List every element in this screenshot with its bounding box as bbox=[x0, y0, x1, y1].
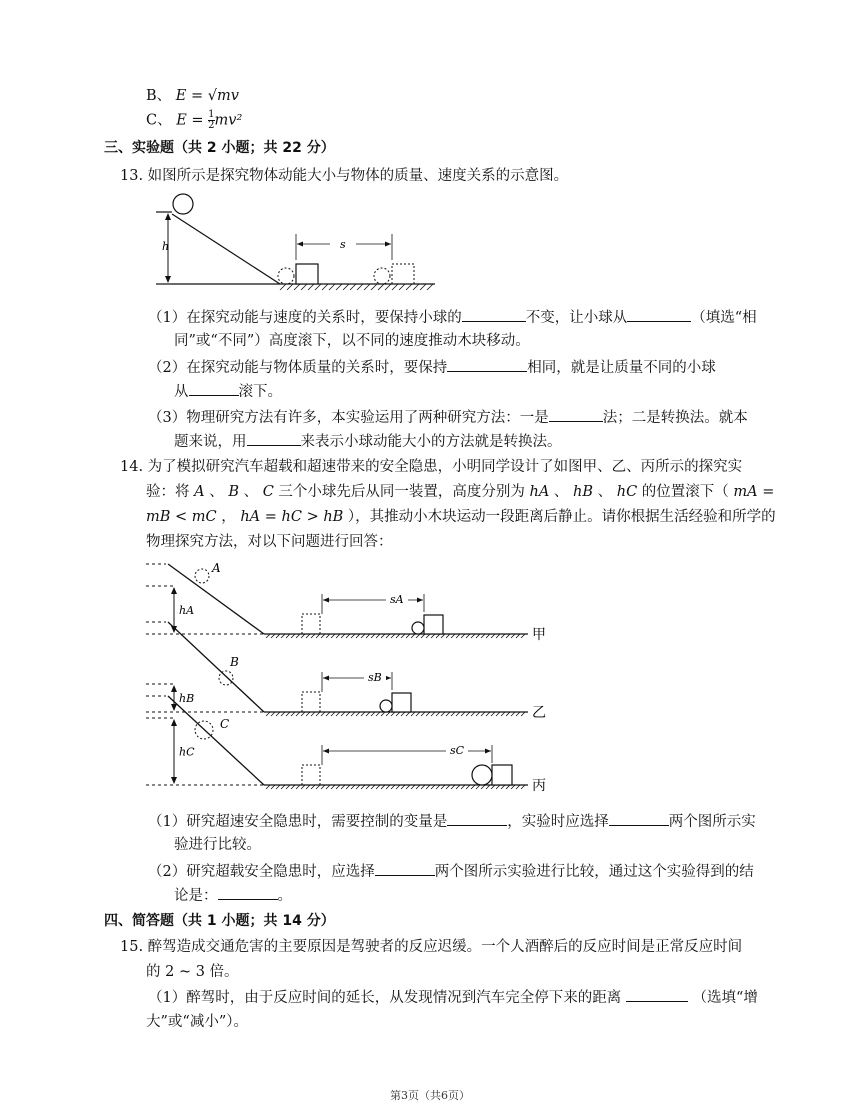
q14-p2-text-c: 论是： bbox=[174, 888, 218, 904]
q14-sep: 、 bbox=[593, 484, 617, 500]
q14-part1-line1 bbox=[148, 811, 756, 832]
distance-label-c: sC bbox=[450, 744, 465, 757]
q14-ha: hA bbox=[529, 484, 550, 500]
q13-distance-label: s bbox=[340, 238, 346, 251]
q13-p2-text-d: 滚下。 bbox=[238, 384, 282, 400]
option-c bbox=[146, 110, 242, 131]
option-c-label: C、 bbox=[146, 112, 172, 129]
option-b-label: B、 bbox=[146, 88, 172, 104]
q14-text: 验：将 bbox=[146, 484, 195, 500]
q15-line1: 15. 醉驾造成交通危害的主要原因是驾驶者的反应迟缓。一个人酒醉后的反应时间是正常反应时间 bbox=[120, 939, 743, 955]
q14-p1-text-b: ，实验时应选择 bbox=[507, 814, 609, 830]
q13-p2-text-a: （2）在探究动能与物体质量的关系时，要保持 bbox=[148, 360, 448, 376]
q14-ball-b: B bbox=[228, 484, 239, 500]
q13-p1-text-b: 不变，让小球从 bbox=[525, 310, 628, 326]
q14-blank-1[interactable] bbox=[447, 811, 507, 826]
q13-blank-6[interactable] bbox=[247, 431, 301, 446]
q14-blank-2[interactable] bbox=[609, 811, 669, 826]
ball-dashed-a bbox=[195, 569, 209, 583]
block-start-a bbox=[302, 614, 320, 634]
q15-part1-line2: 大”或“减小”）。 bbox=[146, 1014, 248, 1030]
height-label-a: hA bbox=[179, 604, 195, 617]
q15-p1-text-a: （1）醉驾时，由于反应时间的延长，从发现情况到汽车完全停下来的距离 bbox=[148, 990, 622, 1006]
q14-part2-line2 bbox=[174, 885, 292, 906]
block-start-b bbox=[302, 692, 320, 712]
q13-height-label: h bbox=[162, 240, 170, 253]
section-heading-experiment: 三、实验题（共 2 小题；共 22 分） bbox=[104, 140, 335, 156]
q14-eq-start: mA = bbox=[733, 484, 775, 500]
q14-sep: 、 bbox=[238, 484, 263, 500]
height-label-c: hC bbox=[179, 745, 195, 759]
q14-line2 bbox=[146, 482, 774, 502]
ball-end-dashed bbox=[374, 268, 390, 284]
option-b bbox=[146, 86, 239, 106]
q14-text: ），其推动小木块运动一段距离后静止。请你根据生活经验和所学的 bbox=[343, 509, 776, 525]
q13-part3-line2 bbox=[174, 431, 562, 452]
panel-name-c: 丙 bbox=[532, 778, 546, 794]
panel-name-b: 乙 bbox=[532, 705, 546, 721]
q14-p1-text-c: 两个图所示实 bbox=[668, 814, 756, 830]
ball-top bbox=[173, 194, 193, 214]
q14-p2-text-a: （2）研究超载安全隐患时，应选择 bbox=[148, 864, 375, 880]
q13-part2-line1 bbox=[148, 357, 716, 378]
q14-hb: hB bbox=[573, 484, 594, 500]
q13-part2-line2 bbox=[174, 381, 282, 402]
block-start bbox=[296, 264, 318, 284]
q14-sep: 、 bbox=[549, 484, 574, 500]
q13-p2-text-c: 从 bbox=[174, 384, 189, 400]
q14-line3 bbox=[146, 507, 776, 527]
q13-p1-text-a: （1）在探究动能与速度的关系时，要保持小球的 bbox=[148, 310, 462, 326]
page-footer: 第3页（共6页） bbox=[390, 1089, 470, 1102]
distance-label-a: sA bbox=[390, 593, 404, 606]
q13-stem: 13. 如图所示是探究物体动能大小与物体的质量、速度关系的示意图。 bbox=[120, 168, 569, 184]
q14-part1-line2: 验进行比较。 bbox=[174, 837, 261, 853]
q14-line4: 物理探究方法，对以下问题进行回答： bbox=[146, 534, 393, 550]
q13-p2-text-b: 相同，就是让质量不同的小球 bbox=[527, 360, 716, 376]
block-end-c bbox=[492, 765, 512, 785]
q14-hc: hC bbox=[616, 484, 638, 500]
block-start-c bbox=[302, 765, 320, 785]
option-c-formula-post: mv² bbox=[214, 112, 243, 129]
q14-blank-3[interactable] bbox=[375, 861, 435, 876]
q14-mass-relation: mB < mC bbox=[146, 509, 217, 525]
ball-dashed bbox=[278, 268, 294, 284]
block-end-dashed bbox=[392, 264, 414, 284]
q14-height-relation: hA = hC > hB bbox=[240, 509, 344, 525]
q13-p3-text-b: 法；二是转换法。就本 bbox=[602, 410, 748, 426]
q13-blank-4[interactable] bbox=[189, 381, 239, 396]
q13-part3-line1 bbox=[148, 407, 748, 428]
q14-p2-text-d: 。 bbox=[277, 888, 292, 904]
option-b-formula: E = √mv bbox=[175, 88, 239, 104]
fraction-denominator: 2 bbox=[208, 120, 215, 131]
ball-label-b: B bbox=[230, 655, 239, 669]
block-end-b bbox=[392, 693, 411, 712]
q14-figure bbox=[146, 560, 586, 800]
q13-figure bbox=[150, 192, 440, 300]
q14-ball-c: C bbox=[262, 484, 274, 500]
q13-blank-1[interactable] bbox=[462, 307, 526, 322]
q15-line2: 的 2 ~ 3 倍。 bbox=[146, 964, 239, 980]
ball-end-b bbox=[380, 700, 392, 712]
block-end-a bbox=[424, 615, 443, 634]
ball-end-a bbox=[412, 622, 424, 634]
q14-sep: 、 bbox=[204, 484, 229, 500]
q13-p3-text-a: （3）物理研究方法有许多，本实验运用了两种研究方法：一是 bbox=[148, 410, 549, 426]
q13-part1-line1 bbox=[148, 307, 757, 328]
q14-part2-line1 bbox=[148, 861, 754, 882]
q13-blank-5[interactable] bbox=[549, 407, 603, 422]
q13-part1-line2: 同”或“不同”）高度滚下，以不同的速度推动木块移动。 bbox=[174, 333, 530, 349]
distance-label-b: sB bbox=[368, 671, 382, 684]
q14-p2-text-b: 两个图所示实验进行比较，通过这个实验得到的结 bbox=[434, 864, 754, 880]
ball-end-c bbox=[472, 765, 492, 785]
q13-p1-text-c: （填选“相 bbox=[691, 310, 757, 326]
q14-p1-text-a: （1）研究超速安全隐患时，需要控制的变量是 bbox=[148, 814, 448, 830]
option-c-formula-pre: E = bbox=[176, 112, 209, 129]
ball-dashed-b bbox=[219, 671, 233, 685]
ball-label-c: C bbox=[220, 717, 230, 731]
q14-text: 三个小球先后从同一装置，高度分别为 bbox=[273, 484, 530, 500]
q14-text: 的位置滚下（ bbox=[637, 484, 734, 500]
q13-p3-text-c: 题来说，用 bbox=[174, 434, 247, 450]
q14-ball-a: A bbox=[194, 484, 205, 500]
q13-blank-3[interactable] bbox=[447, 357, 527, 372]
panel-name-a: 甲 bbox=[532, 627, 546, 643]
q14-sep: ， bbox=[216, 509, 241, 525]
q15-blank-1[interactable] bbox=[626, 987, 688, 1002]
q14-line1: 14. 为了模拟研究汽车超载和超速带来的安全隐患，小明同学设计了如图甲、乙、丙所示的探究实 bbox=[120, 459, 743, 475]
section-heading-short-answer: 四、简答题（共 1 小题；共 14 分） bbox=[104, 913, 335, 929]
q13-p3-text-d: 来表示小球动能大小的方法就是转换法。 bbox=[300, 434, 562, 450]
ball-label-a: A bbox=[212, 561, 221, 575]
q15-p1-text-b: （选填“增 bbox=[692, 990, 758, 1006]
fraction-numerator: 1 bbox=[208, 109, 215, 120]
q14-blank-4[interactable] bbox=[218, 885, 278, 900]
height-label-b: hB bbox=[179, 692, 195, 705]
q13-blank-2[interactable] bbox=[627, 307, 691, 322]
q15-part1-line1 bbox=[148, 987, 758, 1008]
